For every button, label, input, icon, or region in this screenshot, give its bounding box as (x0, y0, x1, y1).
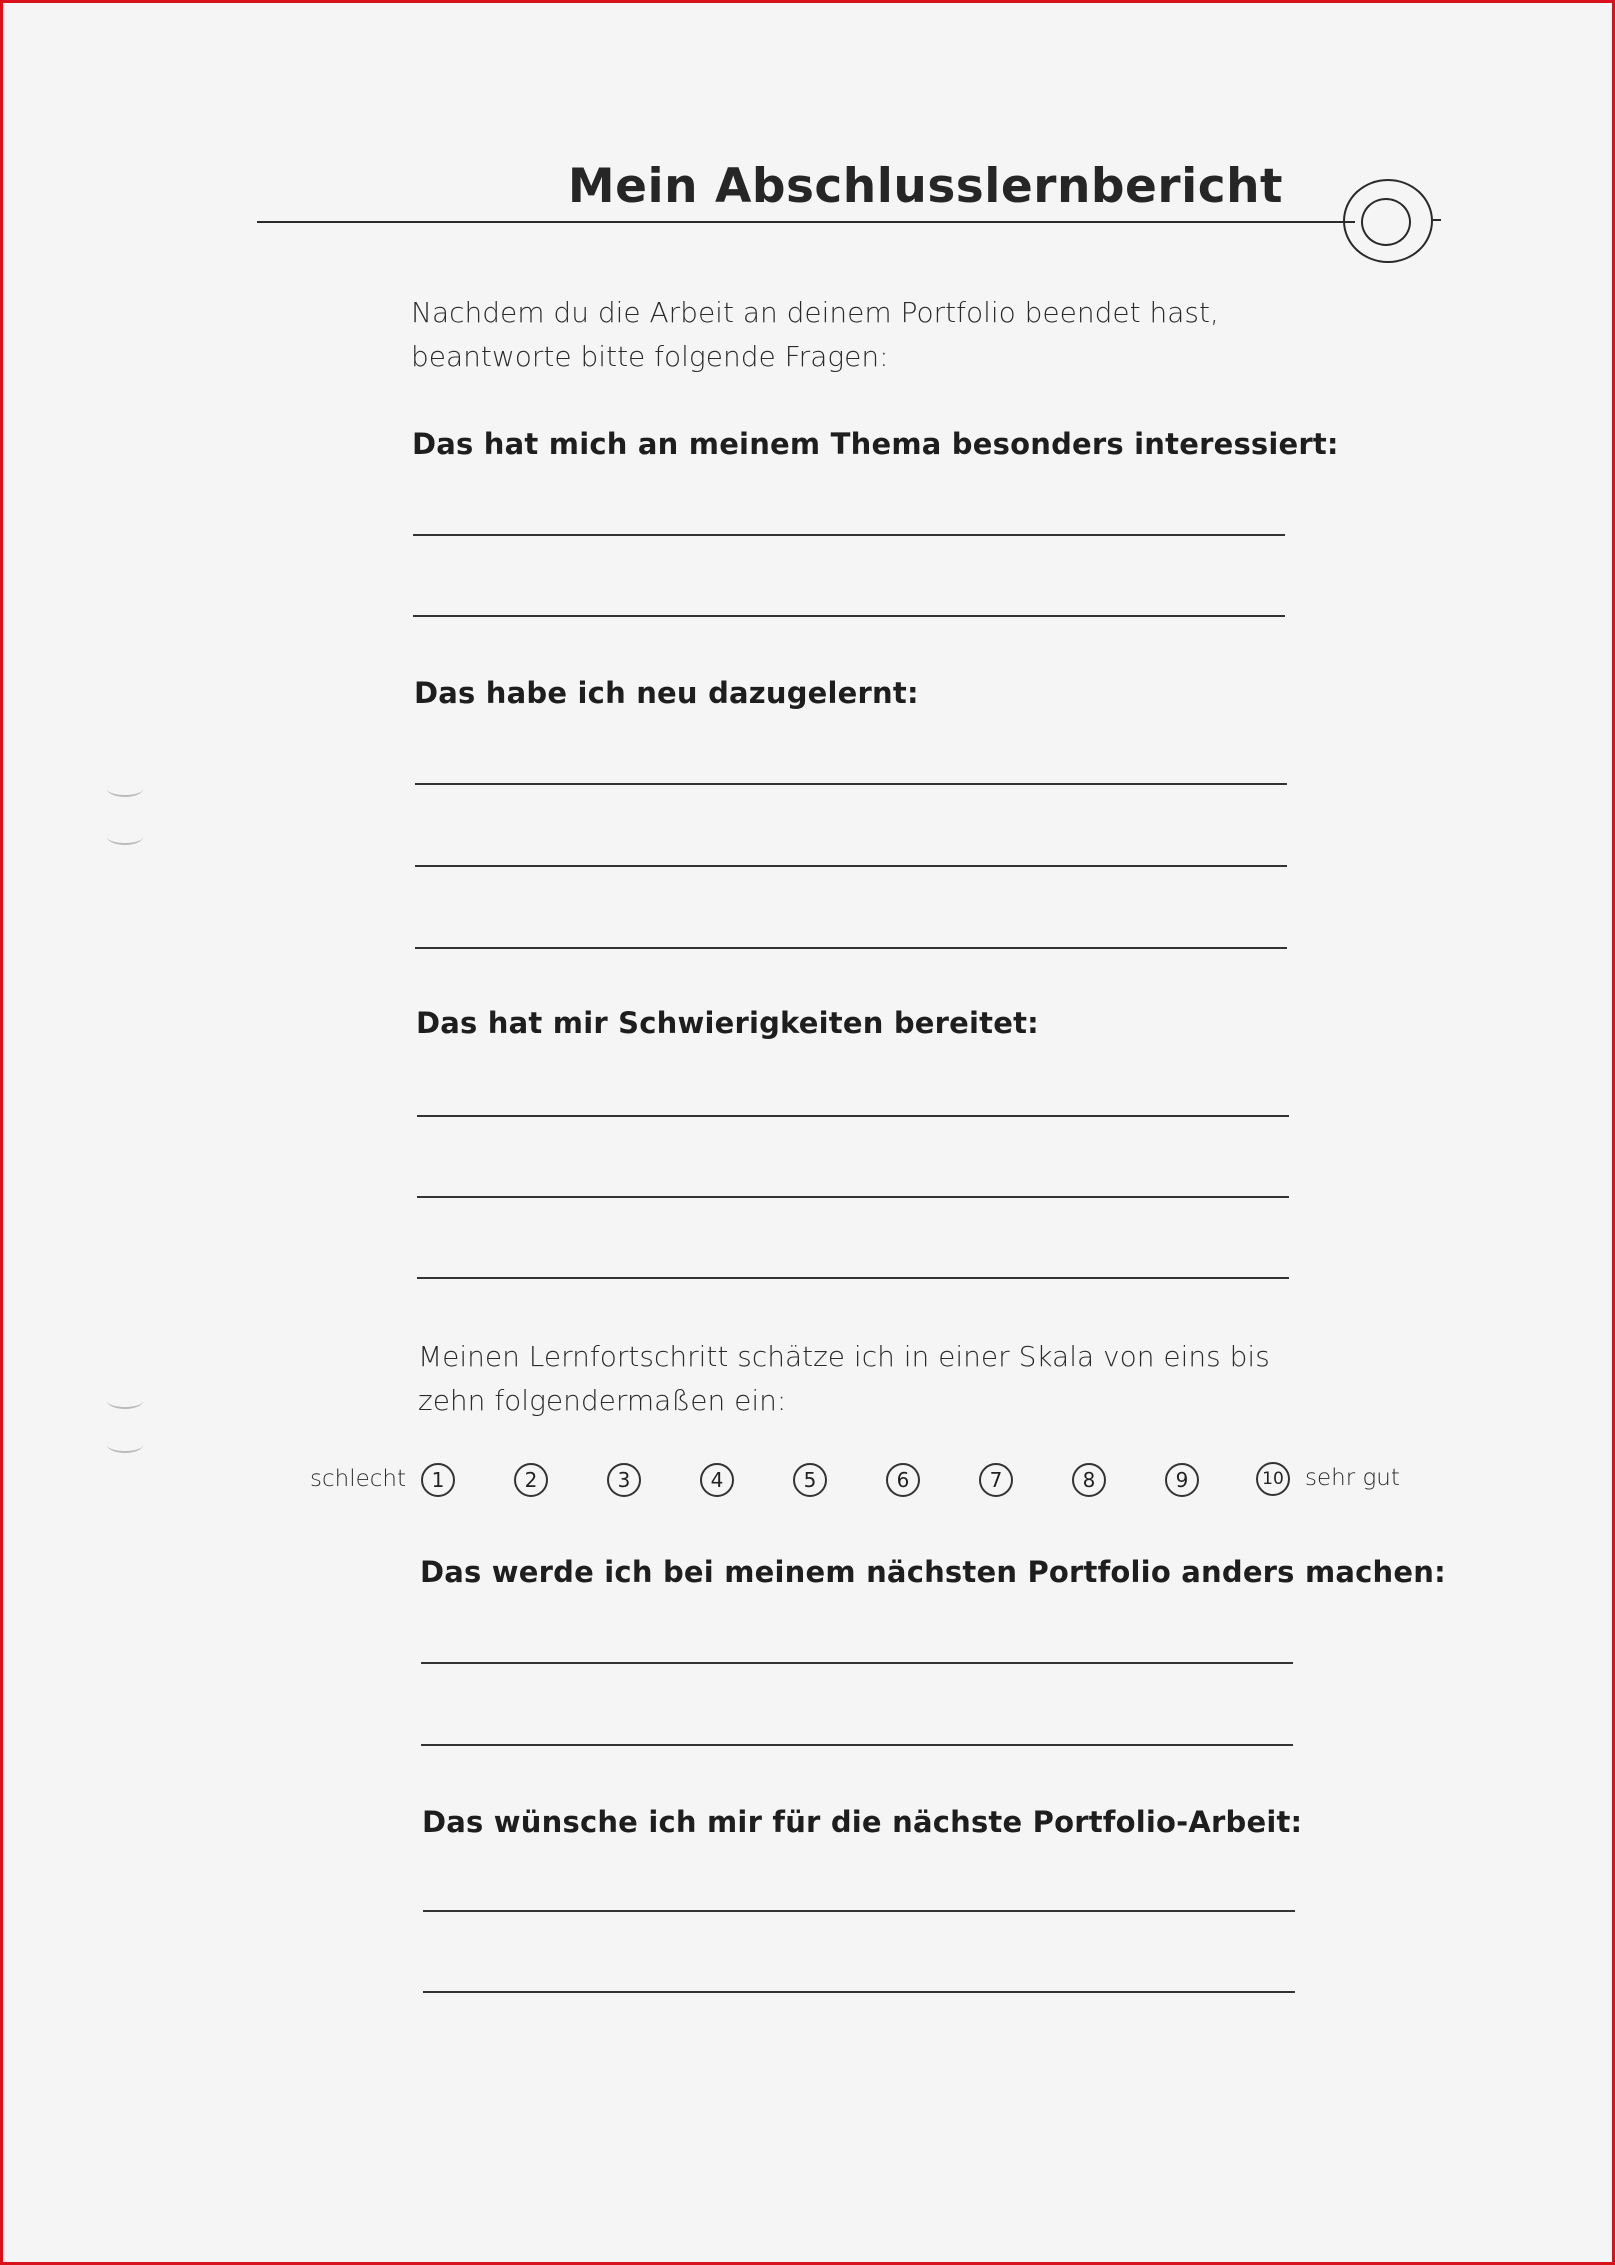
answer-line[interactable] (415, 783, 1287, 785)
answer-line[interactable] (417, 1277, 1289, 1279)
title-rule (257, 221, 1355, 223)
scale-option-6[interactable]: 6 (886, 1463, 920, 1497)
question-wish: Das wünsche ich mir für die nächste Portfolio-Arbeit: (422, 1805, 1303, 1839)
scale-option-7[interactable]: 7 (979, 1463, 1013, 1497)
question-learned: Das habe ich neu dazugelernt: (414, 676, 919, 710)
scale-option-9[interactable]: 9 (1165, 1463, 1199, 1497)
answer-line[interactable] (415, 947, 1287, 949)
answer-line[interactable] (421, 1744, 1293, 1746)
scale-option-3[interactable]: 3 (607, 1463, 641, 1497)
scale-option-8[interactable]: 8 (1072, 1463, 1106, 1497)
punch-hole-mark (107, 829, 143, 845)
scale-label-good: sehr gut (1305, 1465, 1400, 1491)
answer-line[interactable] (423, 1991, 1295, 1993)
scale-intro-line-1: Meinen Lernfortschritt schätze ich in einer Skala von eins bis (418, 1340, 1270, 1373)
question-next-time: Das werde ich bei meinem nächsten Portfolio anders machen: (420, 1555, 1446, 1589)
punch-hole-mark (107, 1437, 143, 1453)
ring-tick (1433, 219, 1441, 221)
scale-option-4[interactable]: 4 (700, 1463, 734, 1497)
scale-option-1[interactable]: 1 (421, 1463, 455, 1497)
ring-inner-icon (1361, 198, 1411, 246)
punch-hole-mark (107, 781, 143, 797)
answer-line[interactable] (417, 1196, 1289, 1198)
answer-line[interactable] (413, 534, 1285, 536)
scale-option-10[interactable]: 10 (1256, 1462, 1290, 1496)
answer-line[interactable] (423, 1910, 1295, 1912)
question-interest: Das hat mich an meinem Thema besonders interessiert: (412, 427, 1339, 461)
answer-line[interactable] (415, 865, 1287, 867)
scale-option-2[interactable]: 2 (514, 1463, 548, 1497)
question-difficulties: Das hat mir Schwierigkeiten bereitet: (416, 1006, 1039, 1040)
page-title: Mein Abschlusslernbericht (567, 159, 1283, 214)
scale-option-5[interactable]: 5 (793, 1463, 827, 1497)
intro-line-1: Nachdem du die Arbeit an deinem Portfolio beendet hast, (411, 296, 1219, 329)
scale-label-bad: schlecht (310, 1466, 406, 1492)
scale-intro-line-2: zehn folgendermaßen ein: (418, 1384, 787, 1417)
answer-line[interactable] (421, 1662, 1293, 1664)
answer-line[interactable] (413, 615, 1285, 617)
punch-hole-mark (107, 1393, 143, 1409)
intro-text (411, 291, 1219, 379)
scale-intro (418, 1335, 1270, 1423)
answer-line[interactable] (417, 1115, 1289, 1117)
intro-line-2: beantworte bitte folgende Fragen: (411, 340, 889, 373)
